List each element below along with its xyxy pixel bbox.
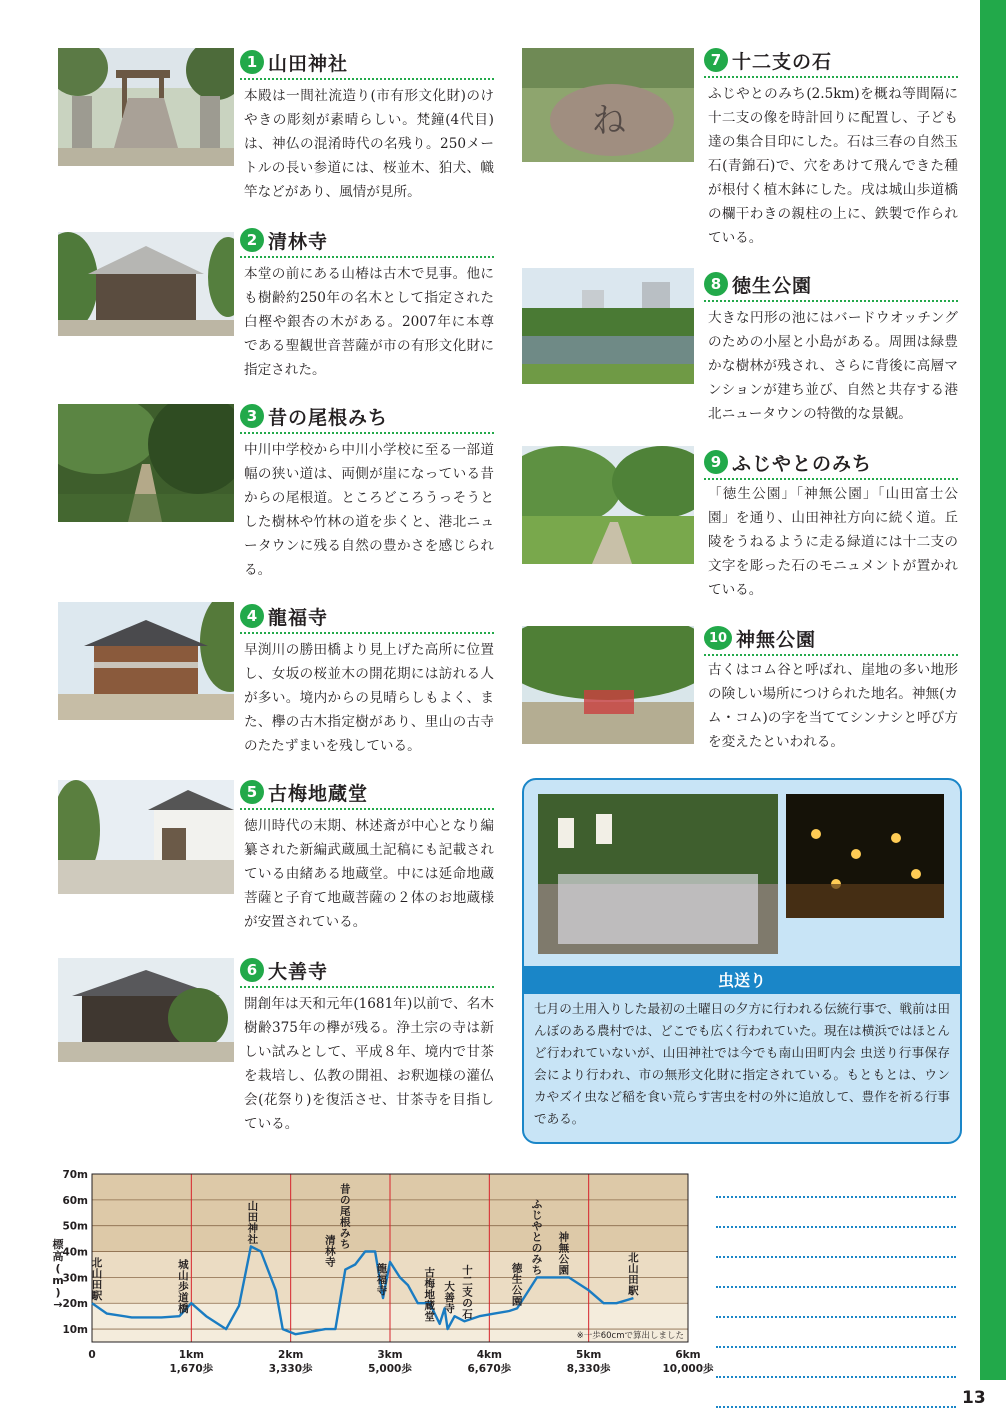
chart-x-tick-km: 0 (88, 1349, 96, 1361)
chart-y-axis-label: 標高( m ) → (52, 1238, 64, 1312)
entry-title-5 (240, 776, 494, 810)
photo-koume-jizodo (58, 780, 234, 894)
photo-zodiac-stone (522, 48, 694, 162)
photo-seirinji (58, 232, 234, 336)
photo-fujiyato-path (522, 446, 694, 564)
chart-x-tick-km: 1km (178, 1349, 204, 1361)
chart-place-label: 清林寺 (325, 1234, 336, 1269)
photo-ryufukuji (58, 602, 234, 720)
entry-name-9: ふじやとのみち (732, 452, 873, 475)
chart-place-label: 北山田駅 (91, 1257, 103, 1303)
chart-place-label: 城山歩道橋 (178, 1259, 189, 1316)
photo-ridge-path (58, 404, 234, 522)
chart-place-label: 古梅地蔵堂 (424, 1266, 435, 1323)
entry-text-2: 本堂の前にある山椿は古木で見事。他にも樹齢約250年の名木として指定された白樫や銀杏の木がある。2007年に本尊である聖観世音菩薩が市の有形文化財に指定された。 (244, 266, 494, 378)
side-color-bar (980, 0, 1006, 1380)
entry-text-7: ふじやとのみち(2.5km)を概ね等間隔に十二支の像を時計回りに配置し、子ども達の集合目印にした。石は三春の自然玉石(青錦石)で、穴をあけて飛んできた種が根付く植木鉢にした。戌は城山歩道橋の欄干わきの親柱の上に、鉄製で作られている。 (708, 86, 958, 246)
chart-place-label: 大善寺 (444, 1281, 455, 1316)
chart-y-tick-label: 20m (62, 1298, 88, 1311)
entry-name-2: 清林寺 (268, 230, 329, 253)
photo-yamada-shrine (58, 48, 234, 166)
chart-place-label: 山田神社 (247, 1200, 259, 1246)
chart-x-tick-steps: 6,670歩 (467, 1363, 512, 1375)
chart-x-tick-steps: 1,670歩 (169, 1363, 214, 1375)
entry-title-1 (240, 46, 494, 80)
entry-name-6: 大善寺 (268, 960, 329, 983)
entry-text-8: 大きな円形の池にはバードウオッチングのための小屋と小島がある。周囲は緑豊かな樹林が残され、さらに背後に高層マンションが建ち並び、自然と共存する港北ニュータウンの特徴的な景観。 (708, 310, 958, 422)
mushi-okuri-title: 虫送り (524, 966, 960, 994)
chart-x-tick-km: 2km (278, 1349, 304, 1361)
entry-name-8: 徳生公園 (732, 274, 813, 297)
chart-y-tick-label: 50m (62, 1220, 88, 1233)
entry-text-6: 開創年は天和元年(1681年)以前で、名木樹齢375年の欅が残る。浄土宗の寺は新しい試みとして、平成８年、境内で甘茶を栽培し、仏教の開祖、お釈迦様の灌仏会(花祭り)を復活させ、甘茶寺を目指している。 (244, 996, 494, 1132)
entry-name-5: 古梅地蔵堂 (268, 782, 369, 805)
entry-number-2: 2 (240, 228, 264, 252)
chart-x-tick-steps: 3,330歩 (268, 1363, 313, 1375)
entry-number-4: 4 (240, 604, 264, 628)
chart-x-tick-km: 3km (377, 1349, 403, 1361)
chart-x-tick-km: 4km (476, 1349, 502, 1361)
elevation-chart (0, 1160, 720, 1422)
chart-x-tick-km: 5km (576, 1349, 602, 1361)
chart-y-tick-label: 70m (62, 1169, 88, 1181)
entry-title-6 (240, 954, 494, 988)
entry-title-10 (704, 622, 958, 656)
chart-y-tick-label: 30m (62, 1272, 88, 1285)
chart-place-label: 十二支の石 (462, 1264, 473, 1321)
chart-x-tick-steps: 10,000歩 (662, 1363, 714, 1375)
entry-number-8: 8 (704, 272, 728, 296)
entry-title-9 (704, 446, 958, 480)
chart-place-label: 龍福寺 (376, 1263, 388, 1298)
entry-number-10: 10 (704, 626, 732, 650)
entry-name-3: 昔の尾根みち (268, 406, 389, 429)
entry-number-9: 9 (704, 450, 728, 474)
entry-name-4: 龍福寺 (268, 606, 329, 629)
entry-name-10: 神無公園 (736, 628, 817, 651)
chart-x-tick-steps: 5,000歩 (368, 1363, 412, 1375)
entry-text-10: 古くはコム谷と呼ばれ、崖地の多い地形の険しい場所につけられた地名。神無(カム・コム)の字を当ててシンナシと呼び方を変えたといわれる。 (708, 662, 958, 750)
entry-text-3: 中川中学校から中川小学校に至る一部道幅の狭い道は、両側が崖になっている昔からの尾根道。ところどころうっそうとした樹林や竹林の道を歩くと、港北ニュータウンに残る自然の豊かさを感じられる。 (244, 442, 494, 578)
chart-x-tick-km: 6km (675, 1349, 701, 1361)
photo-kannashi-park (522, 626, 694, 744)
entry-name-7: 十二支の石 (732, 50, 833, 73)
chart-place-label: 神無公園 (558, 1231, 570, 1277)
page-number: 13 (962, 1388, 986, 1408)
entry-name-1: 山田神社 (268, 52, 349, 75)
svg-text:ね: ね (592, 101, 626, 141)
chart-place-label: 北山田駅 (628, 1252, 639, 1298)
entry-title-8 (704, 268, 958, 302)
entry-number-3: 3 (240, 404, 264, 428)
entry-text-9: 「徳生公園」「神無公園」「山田富士公園」を通り、山田神社方向に続く道。丘陵をうねるように走る緑道には十二支の文字を彫った石のモニュメントが置かれている。 (708, 486, 958, 598)
photo-daizenji (58, 958, 234, 1062)
chart-note: ※一歩60cmで算出しました (576, 1331, 684, 1341)
entry-title-3 (240, 400, 494, 434)
chart-place-label: ふじやとのみち (531, 1198, 543, 1277)
entry-number-1: 1 (240, 50, 264, 74)
entry-number-7: 7 (704, 48, 728, 72)
chart-y-tick-label: 40m (62, 1246, 88, 1259)
photo-mushi-okuri-night (786, 794, 944, 918)
chart-place-label: 昔の尾根みち (340, 1183, 351, 1251)
entry-text-1: 本殿は一間社流造り(市有形文化財)のけやきの彫刻が素晴らしい。梵鐘(4代目)は、神仏の混淆時代の名残り。250メートルの長い参道には、桜並木、狛犬、幟竿などがあり、風情が見所。 (244, 88, 494, 200)
entry-title-4 (240, 600, 494, 634)
entry-number-6: 6 (240, 958, 264, 982)
entry-title-7 (704, 44, 958, 78)
entry-title-2 (240, 224, 494, 258)
entry-text-5: 徳川時代の末期、林述斎が中心となり編纂された新編武蔵風土記稿にも記載されている由緒ある地蔵堂。中には延命地蔵菩薩と子育て地蔵菩薩の２体のお地蔵様が安置されている。 (244, 818, 494, 930)
photo-mushi-okuri-day (538, 794, 778, 954)
memo-lines (716, 1168, 956, 1408)
mushi-okuri-text: 七月の土用入りした最初の土曜日の夕方に行われる伝統行事で、戦前は田んぼのある農村では、どこでも広く行われていた。現在は横浜ではほとんど行われていないが、山田神社では今でも南山田町内会 虫送り行事保存会により行われ、市の無形文化財に指定されている。もともとは、ウンカやズイ虫など稲を食い荒らす害虫を村の外に追放して、豊作を祈る行事である。 (534, 1001, 950, 1126)
chart-x-tick-steps: 8,330歩 (566, 1363, 611, 1375)
chart-y-tick-label: 10m (62, 1324, 88, 1337)
chart-place-label: 徳生公園 (511, 1262, 523, 1308)
entry-text-4: 早渕川の勝田橋より見上げた高所に位置し、女坂の桜並木の開花期には訪れる人が多い。境内からの見晴らしもよく、また、欅の古木指定樹があり、里山の古寺のたたずまいを残している。 (244, 642, 494, 754)
mushi-okuri-box (522, 778, 962, 1144)
chart-y-tick-label: 60m (62, 1194, 88, 1207)
photo-tokusho-park (522, 268, 694, 384)
entry-number-5: 5 (240, 780, 264, 804)
